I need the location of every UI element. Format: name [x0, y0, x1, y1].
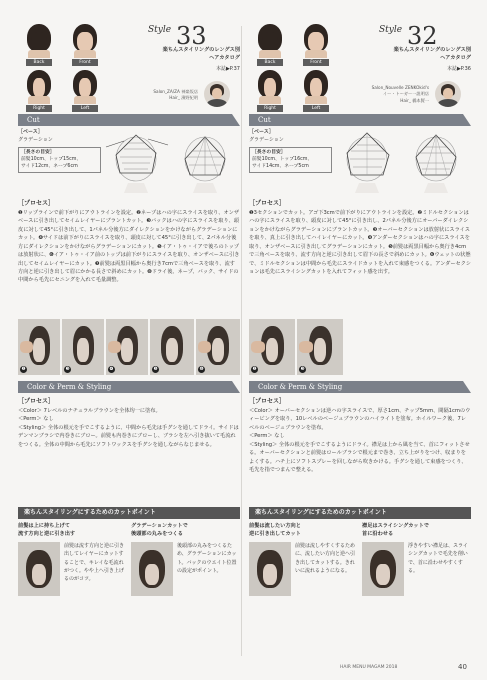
cut-point-desc: 前髪は流す方向と逆に引き出してレイヤーにカットすることで、キレイな毛流れがつく。やや上へ引き上げるのがコツ。 [64, 543, 125, 582]
photo-number: ❸ [300, 367, 305, 372]
thumb-right [249, 68, 291, 112]
cut-info [249, 129, 471, 196]
cut-point-photo [131, 542, 173, 596]
magazine-footer: HAIR MENU MAGAM 2018 [340, 665, 398, 670]
length-value: 前髪10cm、トップ15cm、 サイド12cm、ネープ6cm [21, 156, 82, 170]
photo-number: ❸ [65, 367, 70, 372]
process-photo [249, 319, 295, 375]
process-text: ❶リップラインで前下がりにアウトラインを設定。❷ネープはハの字にスライスを取り、オンザベースに引き出してセイムレイヤーにブラントカット。❸バックはハの字にスライスを取り、頭皮に対して45°に引き出して、1パネル分後方にダイレクションをかけながらグラデーションにカット。❹サイドは前下がりにスライスを取り、頭皮に対して45°に引き出して、2パネル分後方にダイレクションをかけながらグラデーションにカット。❺イア・トゥ・イアで後ろのトップは放射状に、❻イア・トゥ・イア前のトップは前下がりにスライスを取り、オンザベースに引き出してセイムレイヤーにカット。❼前髪は両黒目幅から奥行き7cmで三角ベースを取り、流す方向と逆に引き出して眉にかかる長さで斜めにカット。❽ドライ後、ネープ、バック、サイドの中間から毛先にセニングを入れて毛量調整。 [18, 210, 240, 284]
process-photo [62, 319, 104, 375]
diagram-head-back [403, 129, 469, 193]
thumb-label: Back [257, 59, 283, 66]
length-box [18, 147, 101, 173]
thumb-label: Right [257, 105, 283, 112]
page-reference: 本誌▶P.37 [215, 66, 240, 72]
cut-point-desc: 前髪は流しやすくするために、流したい方向と逆へ引き出してカットする。きれいに流れるようになる。 [295, 543, 356, 574]
length-title: ［長さの目安］ [21, 149, 55, 155]
stylist-avatar [435, 81, 461, 107]
style-header [18, 22, 240, 114]
cut-point-title: 前髪は上に持ち上げて 流す方向と逆に引き出す [18, 523, 76, 537]
cut-point-title: グラデーションカットで 後頭部の丸みをつくる [131, 523, 188, 537]
base-title: ［ベース］ [249, 129, 274, 135]
cut-point-title: 襟足はスライシングカットで 首に沿わせる [362, 523, 429, 537]
diagram-head-side [335, 129, 401, 193]
cut-point [249, 523, 357, 574]
process-photo [196, 319, 240, 375]
cut-point-desc: 浮きやすい襟足は、スライシングカットで毛先を削いで、首に沿わせやすくする。 [408, 543, 468, 574]
color-section-bar: Color & Perm & Styling [18, 381, 240, 393]
cut-point [18, 523, 126, 582]
salon-credit: Salon_Nouvelle ZENKOkid's イー・ト〜ガー一説明店 Hair_ 橋本賢一 [371, 85, 429, 103]
base-value: グラデーション [18, 136, 53, 143]
base-title: ［ベース］ [18, 129, 43, 135]
cut-diagram [335, 129, 471, 193]
thumbnail-grid [249, 22, 341, 114]
base-info [249, 129, 332, 173]
color-perm-styling [18, 381, 240, 499]
photo-number: ❹ [109, 367, 114, 372]
cp-process-title: ［プロセス］ [249, 398, 286, 405]
thumbnail-grid [18, 22, 110, 114]
cut-point [362, 523, 470, 574]
process-photo [18, 319, 60, 375]
style-number: 32 [407, 22, 438, 50]
thumb-front [295, 22, 337, 66]
style-number: 33 [176, 22, 207, 50]
style-header [249, 22, 471, 114]
cp-text: ＜Color＞ 7レベルのナチュラルブラウンを全体均一に塗布。 ＜Perm＞ なし ＜Styling＞ 全体の根元を手でこするように、中間から毛先は手グシを通してドライ。サイドはデンマンブラシで内巻きにブロー。前髪も内巻きにブローし、ブラシを左へ引き抜いて毛流れをつくる。全体の中間から毛先にソフトワックスを手グシを通しながらなじませる。 [18, 408, 239, 448]
process-text: ❶3セクションでカット。アゴ下3cmで前下がりにアウトラインを設定。❷ミドルセクションはハの字にスライスを取り、頭皮に対して45°に引き出し、2パネル分後方にオーバーダイレクションをかけながらグラデーションにブラントカット。❸オーバーセクションは放射状にスライスを取り、真上に引き出してハイレイヤーにカット。❹アンダーセクションはハの字にスライスを取り、オンザベースに引き出してグラデーションにカット。❺前髪は両黒目幅から奥行き4cmで三角ベースを取り、流す方向と逆に引き出して眉下の長さで斜めにカット。❻ウェットの状態で、ミドルセクションは中間から毛先にスライドカットを入れて束感をつくる。アンダーセクションは毛先にスライシングカットを入れてフィット感を出す。 [249, 210, 471, 275]
thumb-label: Front [72, 59, 98, 66]
catalog-title: 楽ちんスタイリングのレングス別 ヘアカタログ [162, 47, 240, 61]
photo-number: ❷ [252, 367, 257, 372]
base-value: グラデーション [249, 136, 284, 143]
thumb-back [249, 22, 291, 66]
cut-section-bar: Cut [18, 114, 240, 126]
cut-point-photo [18, 542, 60, 596]
thumb-front [64, 22, 106, 66]
photo-number: ❷ [21, 367, 26, 372]
cut-point-photo [249, 542, 291, 596]
cp-process-title: ［プロセス］ [18, 398, 55, 405]
cut-point-photo [362, 542, 404, 596]
cp-text: ＜Color＞ オーバーセクションは逆ハの字スライスで、厚さ1cm、チップ5mm、間隔1cmのウィービングを取り、10レベルのベージュブラウンのハイライトを塗布。ホイルワーク後、7レベルのベージュブラウンを塗布。 ＜Perm＞ なし ＜Styling＞ 全体の根元を手でこするようにドライ。襟足は上から風を当て、首にフィットさせる。オーバーセクションと前髪はロールブラシで根元まで巻き、立ち上がりをつけ、収まりをよくする。ハチ上にソフトスプレーを回しながら吹きかける。手グシを通して束感をつくり、毛先を指でつまんで整える。 [249, 408, 471, 473]
thumb-left [295, 68, 337, 112]
photo-number: ❺ [153, 367, 158, 372]
cut-point [131, 523, 239, 574]
style-label: Style [148, 25, 172, 35]
salon-credit: Salon_ZA/ZA 神楽坂店 Hair_ 濱野紀明 [153, 89, 198, 101]
page-reference: 本誌▶P.36 [446, 66, 471, 72]
process-photo [150, 319, 194, 375]
process-title: ［プロセス］ [249, 200, 286, 207]
thumb-label: Right [26, 105, 52, 112]
process-title: ［プロセス］ [18, 200, 55, 207]
column-divider [241, 26, 242, 656]
thumb-label: Left [303, 105, 329, 112]
process-photo [106, 319, 148, 375]
diagram-head-side [104, 129, 170, 193]
process-photos [18, 319, 240, 377]
style-32-column [249, 22, 471, 603]
length-value: 前髪10cm、トップ16cm、 サイド14cm、ネープ5cm [252, 156, 313, 170]
thumb-back [18, 22, 60, 66]
cut-point-title: 前髪は流したい方向と 逆に引き出してカット [249, 523, 301, 537]
diagram-head-back [172, 129, 238, 193]
style-33-column [18, 22, 240, 603]
cut-points [249, 523, 471, 603]
catalog-title: 楽ちんスタイリングのレングス別 ヘアカタログ [393, 47, 471, 61]
thumb-right [18, 68, 60, 112]
thumb-label: Front [303, 59, 329, 66]
length-title: ［長さの目安］ [252, 149, 286, 155]
color-section-bar: Color & Perm & Styling [249, 381, 471, 393]
process-photo [297, 319, 343, 375]
cut-point-bar: 楽ちんスタイリングにするためのカットポイント [18, 507, 240, 519]
cut-info [18, 129, 240, 196]
photo-number: ❻ [199, 367, 204, 372]
style-label: Style [379, 25, 403, 35]
stylist-avatar [204, 81, 230, 107]
process-photos [249, 319, 471, 377]
thumb-label: Left [72, 105, 98, 112]
page-number: 40 [458, 663, 467, 671]
cut-point-bar: 楽ちんスタイリングにするためのカットポイント [249, 507, 471, 519]
color-perm-styling [249, 381, 471, 499]
cut-point-desc: 後頭部の丸みをつくるため、グラデーションにカット。バックのウエイト位置の設定がポイント。 [177, 543, 237, 574]
cut-section-bar: Cut [249, 114, 471, 126]
thumb-left [64, 68, 106, 112]
base-info [18, 129, 101, 173]
length-box [249, 147, 332, 173]
cut-points [18, 523, 240, 603]
cut-diagram [104, 129, 240, 193]
thumb-label: Back [26, 59, 52, 66]
